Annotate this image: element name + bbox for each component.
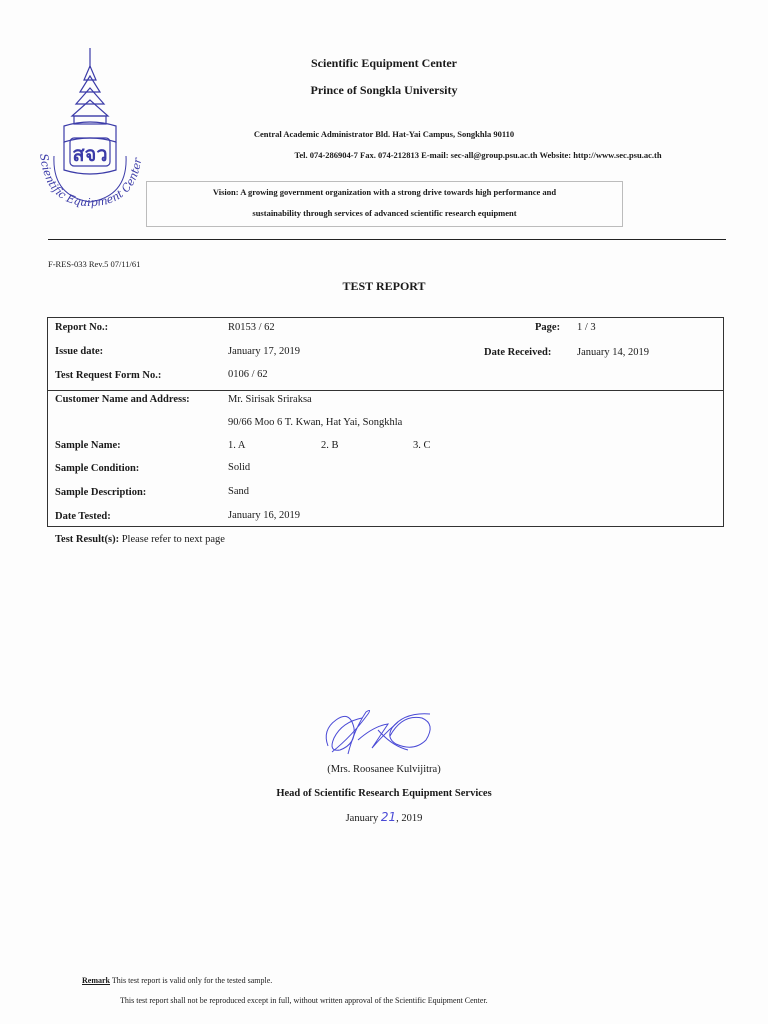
- test-results-line: [55, 534, 225, 545]
- date-received-value: January 14, 2019: [577, 347, 650, 358]
- remark-text-1: This test report is valid only for the tested sample.: [110, 976, 273, 985]
- sample-item: 1. A: [228, 440, 246, 451]
- org-contact: Tel. 074-286904-7 Fax. 074-212813 E-mail: sec-all@group.psu.ac.th Website: http://www.sec.psu.ac.th: [294, 150, 662, 160]
- customer-address: 90/66 Moo 6 T. Kwan, Hat Yai, Songkhla: [228, 417, 403, 428]
- sample-condition-label: Sample Condition:: [55, 463, 140, 474]
- report-no-label: Report No.:: [55, 322, 109, 333]
- remark-label: Remark: [82, 976, 110, 985]
- page-value: 1 / 3: [577, 322, 596, 333]
- signatory-position: Head of Scientific Research Equipment Services: [276, 788, 492, 799]
- signature: [318, 700, 440, 758]
- svg-text:Scientific Equipment Center: Scientific Equipment Center: [37, 152, 145, 210]
- signature-date-year: , 2019: [396, 813, 423, 824]
- page-label: Page:: [535, 322, 561, 333]
- test-results-text: Please refer to next page: [121, 534, 225, 545]
- remark-line-2: This test report shall not be reproduced except in full, without written approval of the Scientific Equipment Center.: [120, 996, 488, 1005]
- date-tested-label: Date Tested:: [55, 511, 111, 522]
- vision-line-1: Vision: A growing government organization with a strong drive towards high performance and: [212, 187, 557, 197]
- signature-date-day: 21: [380, 810, 397, 824]
- table-divider: [47, 390, 724, 391]
- signature-date: [0, 810, 768, 824]
- sample-item: 3. C: [413, 440, 431, 451]
- customer-name: Mr. Sirisak Sriraksa: [228, 394, 312, 405]
- header-divider: [48, 239, 726, 240]
- vision-line-2: sustainability through services of advanced scientific research equipment: [252, 208, 517, 218]
- signature-date-month: January: [345, 813, 381, 824]
- university-name: Prince of Songkla University: [310, 83, 458, 97]
- report-no-value: R0153 / 62: [228, 322, 275, 333]
- sample-name-label: Sample Name:: [55, 440, 121, 451]
- issue-date-label: Issue date:: [55, 346, 104, 357]
- request-form-value: 0106 / 62: [228, 369, 268, 380]
- sample-condition-value: Solid: [228, 462, 251, 473]
- sample-description-label: Sample Description:: [55, 487, 147, 498]
- remark-line-1: [82, 976, 272, 985]
- form-number: F-RES-033 Rev.5 07/11/61: [48, 259, 141, 269]
- org-name: Scientific Equipment Center: [311, 56, 457, 70]
- signatory-name: (Mrs. Roosanee Kulvijitra): [327, 764, 441, 775]
- issue-date-value: January 17, 2019: [228, 346, 301, 357]
- customer-label: Customer Name and Address:: [55, 394, 190, 405]
- date-received-label: Date Received:: [484, 347, 552, 358]
- sample-item: 2. B: [321, 440, 339, 451]
- vision-statement: [146, 181, 623, 227]
- date-tested-value: January 16, 2019: [228, 510, 301, 521]
- request-form-label: Test Request Form No.:: [55, 370, 162, 381]
- svg-text:สจว: สจว: [72, 142, 108, 166]
- org-address: Central Academic Administrator Bld. Hat-Yai Campus, Songkhla 90110: [253, 129, 515, 139]
- test-results-label: Test Result(s):: [55, 534, 120, 545]
- report-title: TEST REPORT: [342, 279, 426, 293]
- sample-description-value: Sand: [228, 486, 249, 497]
